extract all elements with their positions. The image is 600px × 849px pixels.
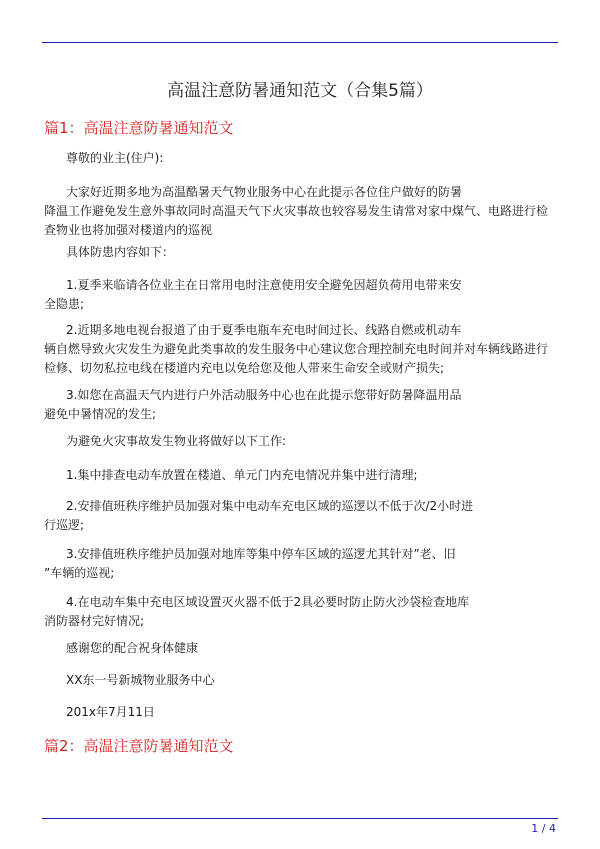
work-4-paragraph <box>44 593 560 631</box>
work-2-line-1: 2.安排值班秩序维护员加强对集中电动车充电区域的巡逻以不低于次/2小时进 <box>66 499 474 513</box>
measure-3-paragraph <box>44 386 560 424</box>
date-line: 201x年7月11日 <box>66 705 155 719</box>
work-heading-line: 为避免火灾事故发生物业将做好以下工作: <box>66 434 287 448</box>
work-4-line-1: 4.在电动车集中充电区域设置灭火器不低于2具必要时防止防火沙袋检查地库 <box>66 595 470 609</box>
measure-2-line-3: 检修、切勿私拉电线在楼道内充电以免给您及他人带来生命安全或财产损失; <box>44 361 445 375</box>
measure-1-line-1: 1.夏季来临请各位业主在日常用电时注意使用安全避免因超负荷用电带来安 <box>66 278 462 292</box>
measure-3-line-2: 避免中暑情况的发生; <box>44 407 157 421</box>
signature-line: XX东一号新城物业服务中心 <box>66 673 215 687</box>
intro-paragraph <box>44 183 560 240</box>
measures-heading-line: 具体防患内容如下： <box>66 245 175 259</box>
greeting-line: 尊敬的业主(住户): <box>66 151 164 165</box>
measure-2-line-1: 2.近期多地电视台报道了由于夏季电瓶车充电时间过长、线路自燃或机动车 <box>66 323 462 337</box>
work-heading <box>44 432 560 451</box>
greeting <box>44 149 560 168</box>
intro-line-1: 大家好近期多地为高温酷暑天气物业服务中心在此提示各位住户做好的防暑 <box>66 185 463 199</box>
measure-3-line-1: 3.如您在高温天气内进行户外活动服务中心也在此提示您带好防暑降温用品 <box>66 388 462 402</box>
measure-1-paragraph <box>44 276 560 314</box>
signature-paragraph <box>44 671 560 690</box>
closing-line: 感谢您的配合祝身体健康 <box>66 641 199 655</box>
work-1-paragraph <box>44 466 560 485</box>
measure-2-line-2: 辆自燃导致火灾发生为避免此类事故的发生服务中心建议您合理控制充电时间并对车辆线路进行 <box>44 342 549 356</box>
intro-line-3: 查物业也将加强对楼道内的巡视 <box>44 223 213 237</box>
work-2-line-2: 行巡逻; <box>44 518 85 532</box>
header-rule <box>42 42 558 43</box>
intro-line-2: 降温工作避免发生意外事故同时高温天气下火灾事故也较容易发生请常对家中煤气、电路进行检 <box>44 204 549 218</box>
closing-paragraph <box>44 639 560 658</box>
section-1-heading: 篇1：高温注意防暑通知范文 <box>44 119 234 137</box>
section-2-heading: 篇2：高温注意防暑通知范文 <box>44 737 234 755</box>
document-title: 高温注意防暑通知范文（合集5篇） <box>167 81 433 101</box>
measure-1-line-2: 全隐患; <box>44 297 85 311</box>
measures-heading <box>44 243 560 262</box>
work-3-line-2: ”车辆的巡视; <box>44 566 115 580</box>
work-2-paragraph <box>44 497 560 535</box>
footer-rule <box>42 818 558 819</box>
measure-2-paragraph <box>44 321 560 378</box>
work-3-line-1: 3.安排值班秩序维护员加强对地库等集中停车区域的巡逻尤其针对”老、旧 <box>66 547 456 561</box>
work-1-line-1: 1.集中排查电动车放置在楼道、单元门内充电情况并集中进行清理; <box>66 468 418 482</box>
date-paragraph <box>44 703 560 722</box>
work-3-paragraph <box>44 545 560 583</box>
page-number: 1 / 4 <box>531 822 556 835</box>
work-4-line-2: 消防器材完好情况; <box>44 614 145 628</box>
